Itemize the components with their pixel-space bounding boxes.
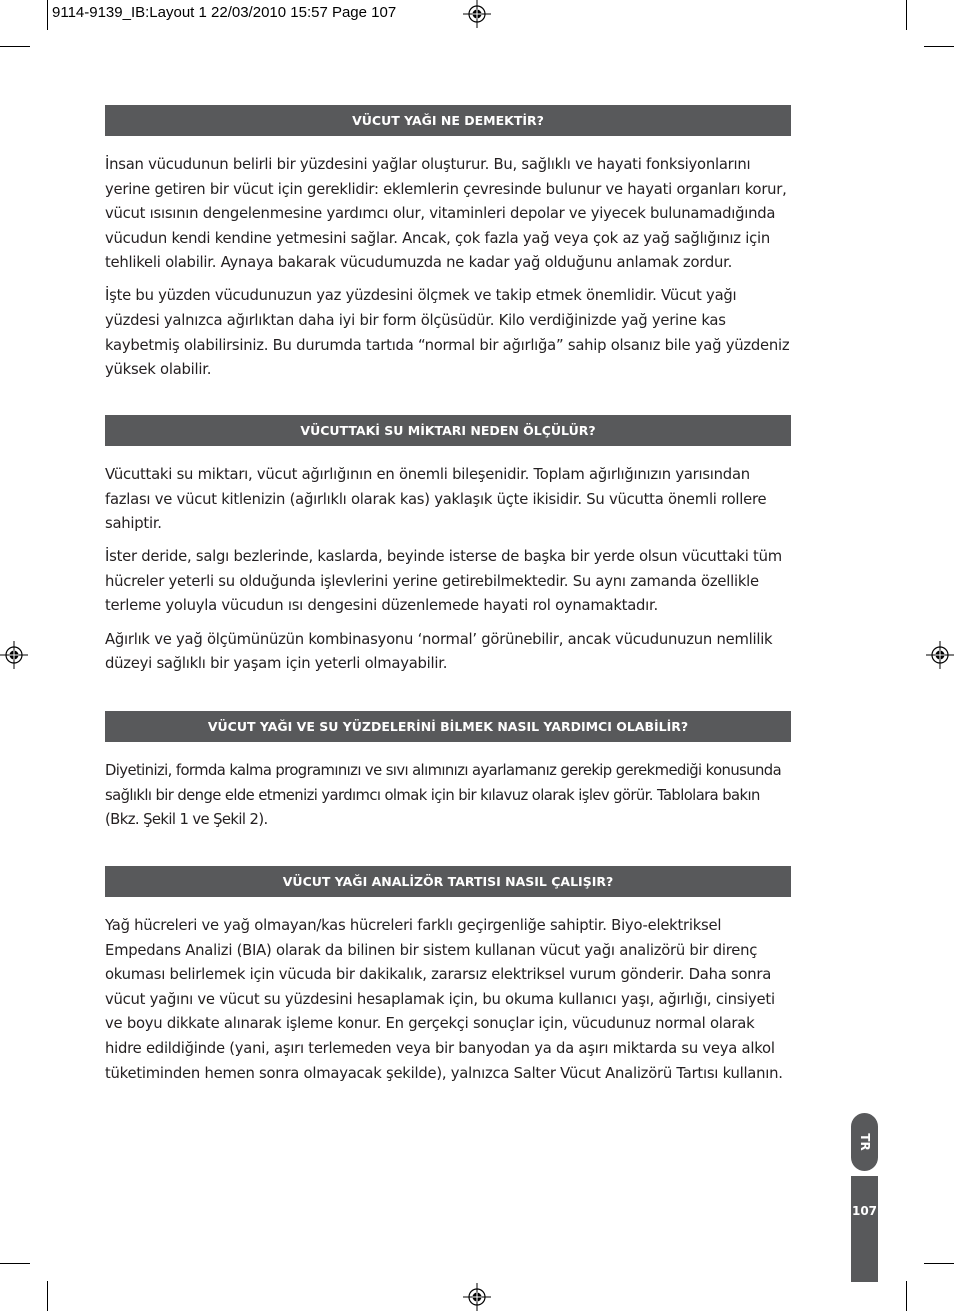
section-how-it-works [105, 866, 791, 1086]
crop-mark-bottom-right-vertical [906, 1281, 907, 1311]
registration-mark-bottom-icon [463, 1283, 491, 1311]
section-how-it-helps [105, 711, 791, 833]
crop-mark-bottom-left-horizontal [0, 1263, 30, 1264]
registration-mark-left-icon [0, 641, 28, 669]
language-tab [851, 1113, 878, 1171]
paragraph: İşte bu yüzden vücudunuzun yaz yüzdesini ölçmek ve takip etmek önemlidir. Vücut yağı yüzdesi yalnızca ağırlıktan daha iyi bir form ölçüsüdür. Kilo verdiğinizde yağ yerine kas kaybetmiş olabilirsiniz. Bu durumda tartıda “normal bir ağırlığa” sahip olsanız bile yağ yüzdeniz yüksek olabilir. [105, 287, 790, 379]
language-tab-label: TR [857, 1133, 872, 1151]
section-heading: VÜCUT YAĞI NE DEMEKTİR? [105, 105, 791, 136]
paragraph: Yağ hücreleri ve yağ olmayan/kas hücreleri farklı geçirgenliğe sahiptir. Biyo-elektriksel Empedans Analizi (BIA) olarak da bilinen bir sistem kullanan vücut yağı analizörü bir direnç okuması belirlemek için vücuda bir dakikalık, zararsız elektriksel vurum gönderir. Daha sonra vücut yağını ve vücut su yüzdesini hesaplamak için, bu okuma kullanıcı yaşı, ağırlığı, cinsiyeti ve boyu dikkate alınarak işleme konur. En gerçekçi sonuçlar için, vücudunuz normal olarak hidre edildiğinde (yani, aşırı terlemeden veya bir banyodan ya da aşırı miktarda su veya alkol tüketiminden hemen sonra olmayacak şekilde), yalnızca Salter Vücut Analizörü Tartısı kullanın. [105, 917, 783, 1082]
registration-mark-right-icon [926, 641, 954, 669]
crop-mark-top-right-horizontal [924, 46, 954, 47]
paragraph: Ağırlık ve yağ ölçümünüzün kombinasyonu ‘normal’ görünebilir, ancak vücudunuzun nemlilik düzeyi sağlıklı bir yaşam için yeterli olmayabilir. [105, 630, 773, 673]
section-heading: VÜCUT YAĞI ANALİZÖR TARTISI NASIL ÇALIŞIR? [105, 866, 791, 897]
crop-mark-top-right-vertical [906, 0, 907, 30]
crop-mark-top-left-horizontal [0, 46, 30, 47]
section-heading: VÜCUTTAKİ SU MİKTARI NEDEN ÖLÇÜLÜR? [105, 415, 791, 446]
section-body-water [105, 415, 791, 677]
page-number: 107 [851, 1204, 878, 1218]
crop-mark-bottom-right-horizontal [924, 1263, 954, 1264]
registration-mark-top-icon [463, 0, 491, 28]
paragraph: Diyetinizi, formda kalma programınızı ve sıvı alımınızı ayarlamanız gerekip gerekmediği konusunda sağlıklı bir denge elde etmenizi yardımcı olmak için bir kılavuz olarak işlev görür. Tablolara bakın (Bkz. Şekil 1 ve Şekil 2). [105, 762, 782, 829]
crop-mark-bottom-left-vertical [47, 1281, 48, 1311]
printer-slug: 9114-9139_IB:Layout 1 22/03/2010 15:57 Page 107 [52, 4, 397, 21]
page-number-box [851, 1176, 878, 1282]
crop-mark-top-left-vertical [47, 0, 48, 30]
paragraph: İnsan vücudunun belirli bir yüzdesini yağlar oluşturur. Bu, sağlıklı ve hayati fonksiyonlarını yerine getiren bir vücut için gereklidir: eklemlerin çevresinde bulunur ve hayati organları korur, vücut ısısının dengelenmesine yardımcı olur, vitaminleri depolar ve yiyecek bulunamadığında vücudun kendi kendine yetmesini sağlar. Ancak, çok fazla yağ veya çok az yağ sağlığınız için tehlikeli olabilir. Aynaya bakarak vücudumuzda ne kadar yağ olduğunu anlamak zordur. [105, 156, 787, 272]
paragraph: Vücuttaki su miktarı, vücut ağırlığının en önemli bileşenidir. Toplam ağırlığınızın yarısından fazlası ve vücut kitlenizin (ağırlıklı olarak kas) yaklaşık üçte ikisidir. Su vücutta önemli rollere sahiptir. [105, 466, 767, 533]
section-body-fat [105, 105, 791, 383]
paragraph: İster deride, salgı bezlerinde, kaslarda, beyinde isterse de başka bir yerde olsun vücuttaki tüm hücreler yeterli su olduğunda işlevlerini yerine getirebilmektedir. Su aynı zamanda özellikle terleme yoluyla vücudun ısı dengesini düzenlemede hayati rol oynamaktadır. [105, 548, 782, 615]
section-heading: VÜCUT YAĞI VE SU YÜZDELERİNİ BİLMEK NASIL YARDIMCI OLABİLİR? [105, 711, 791, 742]
